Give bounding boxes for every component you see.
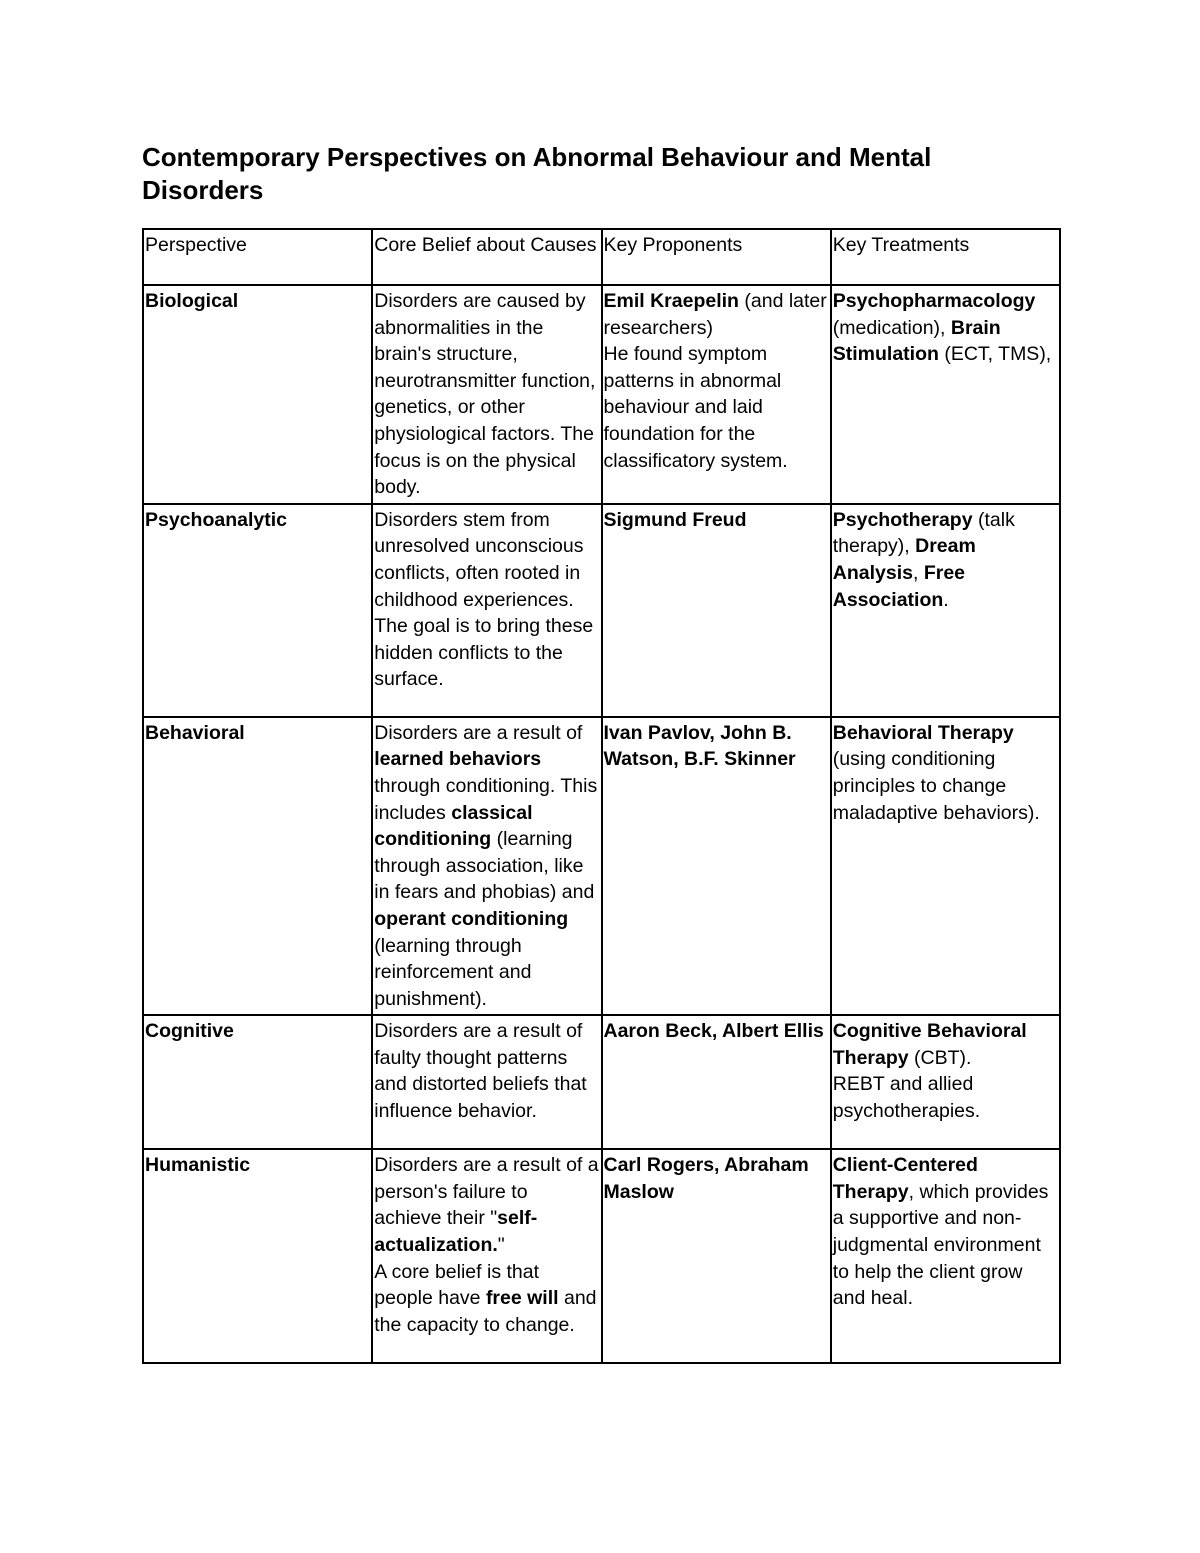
table-row — [143, 1149, 1060, 1363]
bold-text-run: Carl Rogers, Abraham Maslow — [603, 1154, 809, 1203]
header-key-proponents: Key Proponents — [602, 229, 831, 285]
document-title: Contemporary Perspectives on Abnormal Behaviour and Mental Disorders — [142, 142, 932, 205]
table-row — [143, 1015, 1060, 1149]
bold-text-run: Emil Kraepelin — [603, 290, 739, 312]
bold-text-run: Brain Stimulation — [832, 316, 1001, 366]
bold-text-run: Client-Centered Therapy — [832, 1154, 978, 1203]
proponents-cell — [602, 1149, 831, 1363]
belief-cell — [372, 504, 601, 717]
treatments-cell — [831, 1015, 1060, 1149]
bold-text-run: learned behaviors — [374, 748, 542, 771]
bold-text-run: self-actualization. — [374, 1207, 538, 1257]
text-run: (ECT, TMS), — [938, 343, 1052, 366]
text-run: (talk therapy), — [832, 508, 1015, 558]
text-run: A core belief is that people have — [374, 1260, 540, 1310]
text-run: (medication), — [832, 316, 951, 339]
bold-text-run: operant conditioning — [374, 907, 569, 930]
text-run: " — [497, 1234, 505, 1257]
bold-text-run: Dream Analysis — [832, 535, 976, 584]
bold-text-run: free will — [485, 1287, 559, 1310]
bold-text-run: Ivan Pavlov, John B. Watson, B.F. Skinner — [603, 721, 796, 771]
proponents-cell — [602, 285, 831, 504]
treatments-cell — [831, 717, 1060, 1016]
text-run: (using conditioning principles to change maladaptive behaviors). — [832, 748, 1040, 824]
perspective-cell: Cognitive — [143, 1015, 372, 1149]
treatments-cell — [831, 1149, 1060, 1363]
text-run: , — [912, 561, 924, 584]
bold-text-run: Free Association — [832, 561, 966, 611]
text-run: Disorders are a result of — [374, 721, 583, 744]
text-run: and the capacity to change. — [374, 1287, 597, 1336]
text-run: (and later researchers) — [603, 290, 827, 339]
text-run: through conditioning. This includes — [374, 774, 598, 824]
header-core-belief: Core Belief about Causes — [372, 229, 601, 285]
proponents-cell — [602, 1015, 831, 1149]
treatments-cell — [831, 504, 1060, 717]
header-key-treatments: Key Treatments — [831, 229, 1060, 285]
text-run: Disorders stem from unresolved unconscious conflicts, often rooted in childhood experiences. The goal is to bring these hidden conflicts to the surface. — [374, 508, 594, 691]
text-run: (learning through reinforcement and punishment). — [374, 934, 532, 1010]
table-row — [143, 504, 1060, 717]
belief-cell — [372, 1015, 601, 1149]
table-header-row — [143, 229, 1060, 285]
perspective-cell: Biological — [143, 285, 372, 504]
bold-text-run: Cognitive Behavioral Therapy — [832, 1020, 1027, 1069]
perspective-cell: Psychoanalytic — [143, 504, 372, 717]
bold-text-run: Psychotherapy — [832, 508, 973, 531]
perspective-cell: Behavioral — [143, 717, 372, 1016]
treatments-cell — [831, 285, 1060, 504]
perspectives-table — [142, 228, 1061, 1364]
header-perspective: Perspective — [143, 229, 372, 285]
proponents-cell — [602, 504, 831, 717]
table-row — [143, 717, 1060, 1016]
text-run: He found symptom patterns in abnormal behaviour and laid foundation for the classificatory system. — [603, 343, 788, 472]
text-run: . — [943, 588, 949, 611]
text-run: (CBT). — [908, 1046, 972, 1069]
bold-text-run: Psychopharmacology — [832, 290, 1036, 312]
text-run: , which provides a supportive and non-judgmental environment to help the client grow and heal. — [832, 1180, 1049, 1310]
text-run: Disorders are caused by abnormalities in the brain's structure, neurotransmitter function, genetics, or other physiological factors. The focus is on the physical body. — [374, 290, 596, 499]
bold-text-run: Behavioral Therapy — [832, 721, 1014, 744]
belief-cell — [372, 285, 601, 504]
text-run: (learning through association, like in fears and phobias) and — [374, 828, 595, 904]
text-run: Disorders are a result of a person's failure to achieve their " — [374, 1154, 599, 1230]
belief-cell — [372, 717, 601, 1016]
bold-text-run: Aaron Beck, Albert Ellis — [603, 1020, 824, 1043]
perspective-cell: Humanistic — [143, 1149, 372, 1363]
bold-text-run: Sigmund Freud — [603, 508, 747, 531]
proponents-cell — [602, 717, 831, 1016]
table-row — [143, 285, 1060, 504]
bold-text-run: classical conditioning — [374, 801, 533, 851]
text-run: Disorders are a result of faulty thought patterns and distorted beliefs that influence behavior. — [374, 1020, 587, 1123]
text-run: REBT and allied psychotherapies. — [832, 1073, 981, 1123]
belief-cell — [372, 1149, 601, 1363]
